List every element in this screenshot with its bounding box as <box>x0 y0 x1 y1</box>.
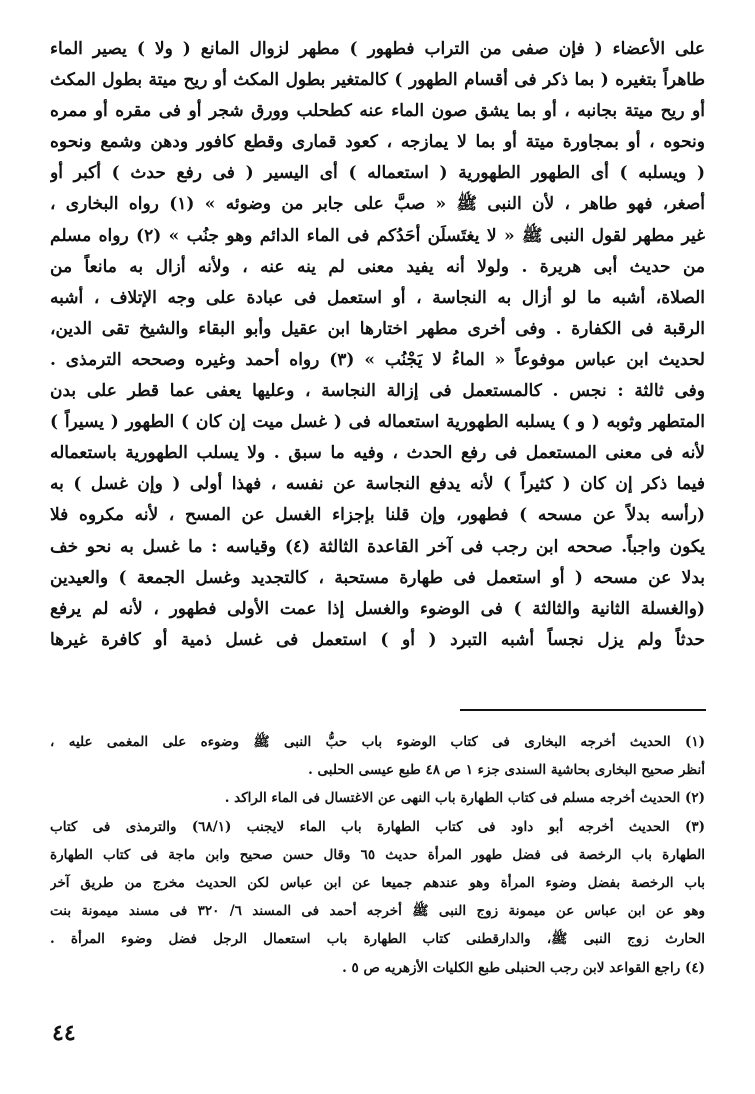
footnote-line: الحارث زوج النبى ﷺ، والدارقطنى كتاب الطهارة باب استعمال الرجل فضل وضوء المرأة . <box>50 931 705 948</box>
main-text <box>50 34 705 656</box>
text-line: لأنه فى معنى المستعمل فى رفع الحدث ، وفيه ما سبق . ولا يسلب الطهورية باستعماله <box>50 443 705 464</box>
text-line: ( ويسلبه ) أى الطهور الطهورية ( استعماله ) أى اليسير ( فى رفع حدث ) أكبر أو <box>50 163 705 184</box>
footnote-line: باب الرخصة بفضل وضوء المرأة وهو عندهم جميعا عن ابن عباس لكن الحديث مخرج من طريق آخر <box>50 874 705 891</box>
text-line: على الأعضاء ( فإن صفى من التراب فطهور ) مطهر لزوال المانع ( ولا ) يصير الماء <box>50 39 705 59</box>
footnote-line: (٣) الحديث أخرجه أبو داود فى كتاب الطهارة باب الماء لايجنب (٦٨/١) والترمذى فى كتاب <box>50 818 705 835</box>
text-line: غير مطهر لقول النبى ﷺ « لا يغتَسلَن أحَدُكم فى الماء الدائم وهو جنُب » (٢) رواه مسلم <box>50 225 705 246</box>
footnote-line: (٤) راجع القواعد لابن رجب الحنبلى طبع الكليات الأزهريه ص ٥ . <box>342 959 705 976</box>
footnote-line: (٢) الحديث أخرجه مسلم فى كتاب الطهارة باب النهى عن الاغتسال فى الماء الراكد . <box>224 790 705 807</box>
footnotes <box>50 728 705 982</box>
text-line: الصلاة، أشبه ما لو أزال به النجاسة ، أو استعمل فى عبادة على وجه الإتلاف ، أشبه <box>50 287 705 308</box>
text-line: طاهراً بتغيره ( بما ذكر فى أقسام الطهور ) كالمتغير بطول المكث أو ريح ميتة بطول المكث <box>50 70 705 91</box>
text-line: من حديث أبى هريرة . ولولا أنه يفيد معنى لم ينه عنه ، ولأنه أزال به مانعاً من <box>50 256 705 277</box>
text-line: (والغسلة الثانية والثالثة ) فى الوضوء والغسل إذا عمت الأولى فطهور ، لأنه لم يرفع <box>50 598 705 619</box>
text-line: فيما ذكر إن كان ( كثيراً ) لأنه يدفع النجاسة عن نفسه ، فهذا أولى ( وإن غسل ) به <box>50 474 705 495</box>
text-line: (رأسه بدلاً عن مسحه ) فطهور، وإن قلنا بإجزاء الغسل عن المسح ، لأنه مكروه فلا <box>50 505 705 526</box>
footnote-line: وهو عن ابن عباس عن ميمونة زوج النبى ﷺ أخرجه أحمد فى المسند ٦/ ٣٢٠ فى مسند ميمونة بنت <box>50 903 705 920</box>
footnote-line: أنظر صحيح البخارى بحاشية السندى جزء ١ ص ٤٨ طبع عيسى الحلبى . <box>308 762 705 779</box>
text-line: الرقبة فى الكفارة . وفى أخرى مطهر اختارها ابن عقيل وأبو البقاء والشيخ تقى الدين، <box>50 318 705 339</box>
text-line: أو ريح ميتة بجانبه ، أو بما يشق صون الماء عنه كطحلب وورق شجر أو فى مقره أو ممره <box>50 101 705 122</box>
footnote-separator <box>460 709 706 711</box>
text-line: المتطهر وثوبه ( و ) يسلبه الطهورية استعماله فى ( غسل ميت إن كان ) الطهور ( يسيراً ) <box>50 412 705 433</box>
page-number: ٤٤ <box>52 1020 76 1046</box>
text-line: وفى ثالثة : نجس . كالمستعمل فى إزالة النجاسة ، وعليها يعفى عما قطر على بدن <box>50 381 705 402</box>
text-line: ونحوه ، أو بمجاورة ميتة أو بما لا يمازجه ، كعود قمارى وقطع كافور ودهن وشمع ونحوه <box>50 132 705 153</box>
text-line: يكون واجباً. صححه ابن رجب فى آخر القاعدة الثالثة (٤) وقياسه : ما غسل به نحو خف <box>50 536 705 557</box>
text-line: بدلا عن مسحه ( أو استعمل فى طهارة مستحبة ، كالتجديد وغسل الجمعة ) والعيدين <box>50 567 705 588</box>
text-line: حدثاً ولم يزل نجساً أشبه التبرد ( أو ) استعمل فى غسل ذمية أو كافرة غيرها <box>50 629 705 650</box>
footnote-line: (١) الحديث أخرجه البخارى فى كتاب الوضوء باب حبُّ النبى ﷺ وضوءه على المغمى عليه ، <box>50 734 705 750</box>
text-line: أصغر، فهو طاهر ، لأن النبى ﷺ « صبَّ على جابر من وضوئه » (١) رواه البخارى ، <box>50 194 705 215</box>
footnote-line: الطهارة باب الرخصة فى فضل طهور المرأة حديث ٦٥ وقال حسن صحيح وابن ماجة فى كتاب الطهارة <box>50 846 705 863</box>
text-line: لحديث ابن عباس موفوعاً « الماءُ لا يَجْنُب » (٣) رواه أحمد وغيره وصححه الترمذى . <box>50 349 705 370</box>
